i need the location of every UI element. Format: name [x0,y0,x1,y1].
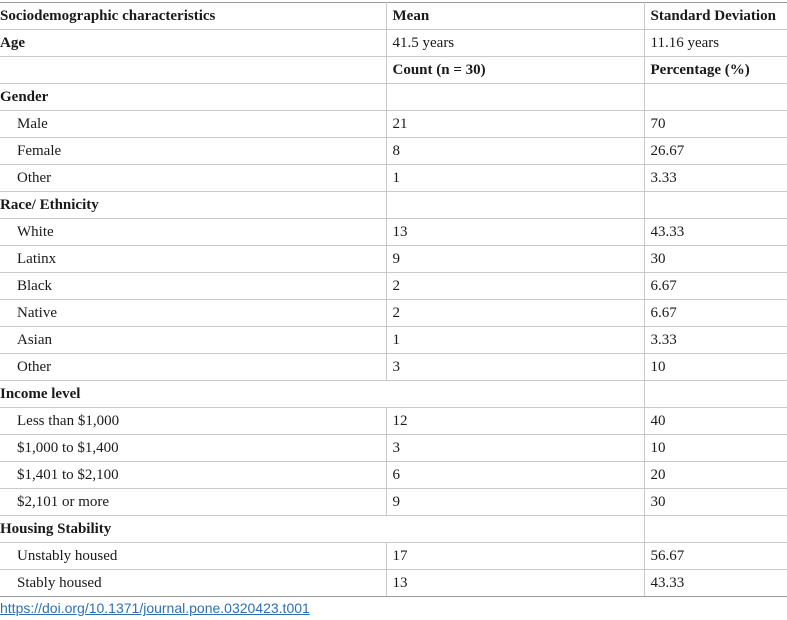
row-label: Stably housed [0,570,386,597]
row-label: $2,101 or more [0,489,386,516]
gender-heading: Gender [0,84,386,111]
row-count: 2 [386,300,644,327]
table-row [0,111,787,138]
table-row [0,408,787,435]
row-count: 13 [386,570,644,597]
row-percentage: 26.67 [644,138,787,165]
table-row [0,489,787,516]
income-heading-row [0,381,787,408]
count-subheader-row [0,57,787,84]
income-heading: Income level [0,381,644,408]
row-label: Less than $1,000 [0,408,386,435]
table-row [0,246,787,273]
row-percentage: 3.33 [644,165,787,192]
table-row [0,327,787,354]
empty-cell [644,516,787,543]
race-heading-row [0,192,787,219]
sociodemographic-table [0,2,787,597]
row-count: 1 [386,165,644,192]
row-count: 3 [386,435,644,462]
table-row [0,435,787,462]
row-percentage: 6.67 [644,273,787,300]
subheader-count: Count (n = 30) [386,57,644,84]
header-characteristics: Sociodemographic characteristics [0,3,386,30]
table-row [0,138,787,165]
row-count: 9 [386,246,644,273]
row-label: Female [0,138,386,165]
row-count: 9 [386,489,644,516]
row-count: 3 [386,354,644,381]
row-percentage: 40 [644,408,787,435]
table-row [0,273,787,300]
housing-heading-row [0,516,787,543]
table-row [0,543,787,570]
row-percentage: 3.33 [644,327,787,354]
subheader-empty [0,57,386,84]
gender-heading-row [0,84,787,111]
row-count: 13 [386,219,644,246]
row-percentage: 43.33 [644,570,787,597]
row-label: $1,000 to $1,400 [0,435,386,462]
row-label: Unstably housed [0,543,386,570]
row-percentage: 43.33 [644,219,787,246]
table-header-row [0,3,787,30]
age-mean: 41.5 years [386,30,644,57]
row-label: Native [0,300,386,327]
header-mean: Mean [386,3,644,30]
doi-link[interactable]: https://doi.org/10.1371/journal.pone.0320423.t001 [0,600,310,616]
row-percentage: 70 [644,111,787,138]
empty-cell [644,381,787,408]
row-percentage: 10 [644,435,787,462]
age-sd: 11.16 years [644,30,787,57]
table-row [0,570,787,597]
row-count: 21 [386,111,644,138]
row-label: Other [0,165,386,192]
row-percentage: 30 [644,246,787,273]
empty-cell [644,192,787,219]
housing-heading: Housing Stability [0,516,644,543]
row-count: 12 [386,408,644,435]
subheader-percentage: Percentage (%) [644,57,787,84]
row-count: 1 [386,327,644,354]
table-row [0,354,787,381]
row-count: 17 [386,543,644,570]
table-row [0,462,787,489]
table-row [0,219,787,246]
empty-cell [644,84,787,111]
row-percentage: 20 [644,462,787,489]
age-label: Age [0,30,386,57]
row-label: $1,401 to $2,100 [0,462,386,489]
empty-cell [386,84,644,111]
row-label: Latinx [0,246,386,273]
row-label: Other [0,354,386,381]
row-percentage: 6.67 [644,300,787,327]
row-percentage: 56.67 [644,543,787,570]
empty-cell [386,192,644,219]
row-percentage: 10 [644,354,787,381]
row-percentage: 30 [644,489,787,516]
row-label: White [0,219,386,246]
row-label: Male [0,111,386,138]
header-standard-deviation: Standard Deviation [644,3,787,30]
row-label: Asian [0,327,386,354]
row-count: 6 [386,462,644,489]
row-count: 2 [386,273,644,300]
table-row [0,165,787,192]
table-row [0,300,787,327]
row-count: 8 [386,138,644,165]
row-label: Black [0,273,386,300]
race-heading: Race/ Ethnicity [0,192,386,219]
age-row [0,30,787,57]
